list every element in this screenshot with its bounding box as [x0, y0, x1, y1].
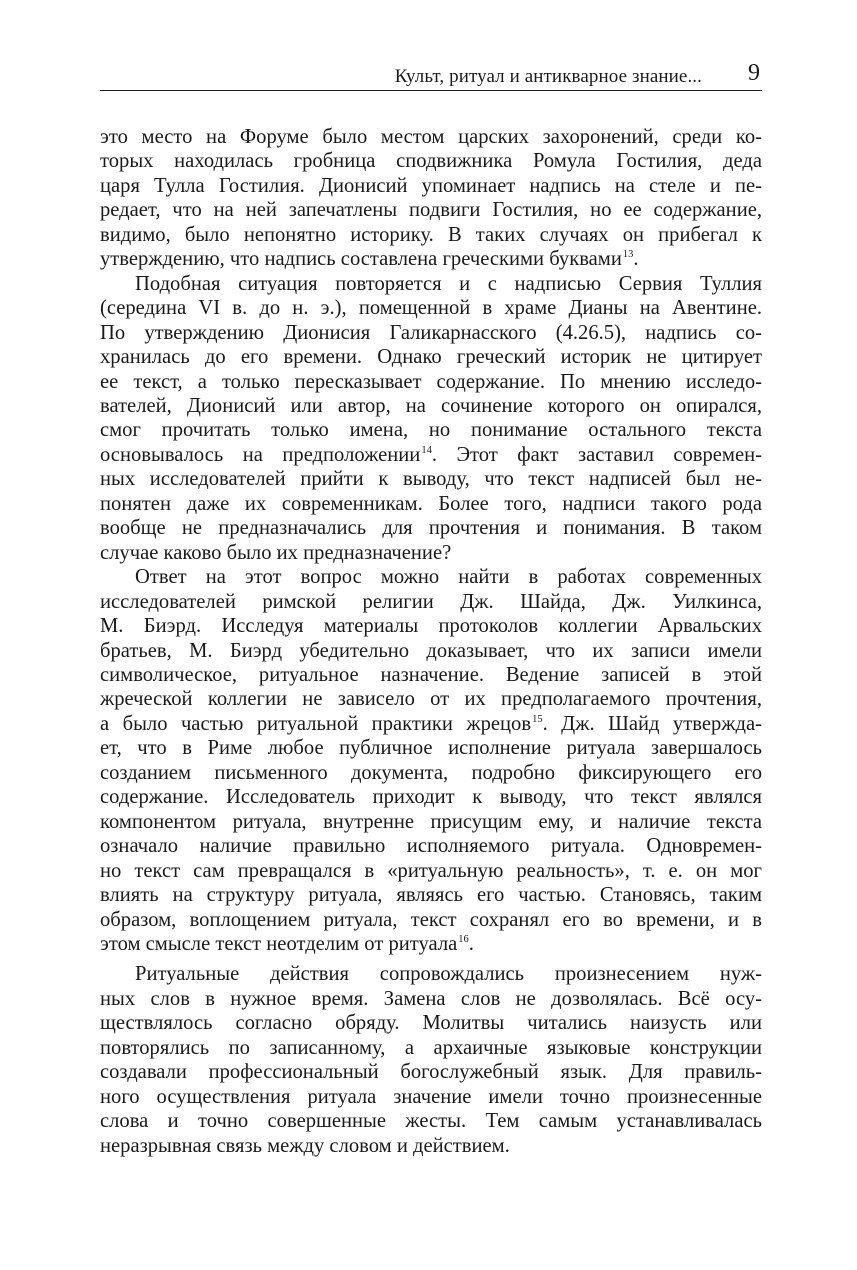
- text-line: понятен даже их современникам. Более того, надписи такого рода: [100, 492, 762, 515]
- text-fragment: утверждению, что надпись составлена греческими буквами: [100, 248, 622, 271]
- text-line: смог прочитать только имена, но понимание остального текста: [100, 419, 762, 442]
- text-fragment: .: [468, 932, 474, 955]
- text-line: [100, 932, 762, 956]
- paragraph-1: [100, 125, 762, 272]
- text-line: торых находилась гробница сподвижника Ромула Гостилия, деда: [100, 150, 762, 173]
- text-line: неразрывная связь между словом и действием.: [100, 1134, 510, 1157]
- text-line: компонентом ритуала, внутренне присущим ему, и наличие текста: [100, 810, 762, 833]
- text-line: Ритуальные действия сопровождались произнесением нуж-: [135, 963, 762, 986]
- text-line: ных слов в нужное время. Замена слов не дозволялась. Всё осу-: [100, 987, 762, 1010]
- text-line: образом, воплощением ритуала, текст сохранял его во времени, и в: [100, 908, 762, 931]
- text-line: случае каково было их предназначение?: [100, 541, 452, 564]
- text-line: По утверждению Дионисия Галикарнасского (4.26.5), надпись со-: [100, 321, 762, 344]
- text-line: редает, что на ней запечатлены подвиги Гостилия, но ее содержание,: [100, 199, 762, 222]
- footnote-ref-13: 13: [622, 249, 634, 261]
- text-line: создавали профессиональный богослужебный язык. Для правиль-: [100, 1061, 762, 1084]
- text-line: [100, 247, 762, 271]
- text-line: (середина VI в. до н. э.), помещенной в храме Дианы на Авентине.: [100, 297, 762, 320]
- text-line: Ответ на этот вопрос можно найти в работах современных: [135, 566, 762, 589]
- text-line: жреческой коллегии не зависело от их предполагаемого прочтения,: [100, 688, 762, 711]
- text-fragment: основывалось на предположении: [100, 443, 421, 466]
- text-fragment: . Дж. Шайд утвержда-: [542, 712, 762, 735]
- text-line: влиять на структуру ритуала, являясь его частью. Становясь, таким: [100, 884, 762, 907]
- text-line: это место на Форуме было местом царских захоронений, среди ко-: [100, 126, 762, 148]
- paragraph-4: [100, 962, 762, 1158]
- running-title: Культ, ритуал и антикварное знание...: [394, 66, 702, 87]
- text-fragment: .: [633, 248, 639, 271]
- paragraph-2: [100, 272, 762, 565]
- text-fragment: а было частью ритуальной практики жрецов: [100, 712, 532, 735]
- text-line: братьев, М. Биэрд убедительно доказывает, что их записи имели: [100, 639, 762, 662]
- text-line: ее текст, а только пересказывает содержание. По мнению исследо-: [100, 370, 762, 393]
- text-line: повторялись по записанному, а архаичные языковые конструкции: [100, 1036, 762, 1059]
- footnote-ref-14: 14: [421, 444, 432, 456]
- text-line: ных исследователей прийти к выводу, что текст надписей был не-: [100, 468, 762, 491]
- text-line: ет, что в Риме любое публичное исполнение ритуала завершалось: [100, 737, 762, 760]
- text-line: символическое, ритуальное назначение. Ведение записей в этой: [100, 663, 762, 686]
- paragraph-3: [100, 565, 762, 956]
- text-line: ного осуществления ритуала значение имели точно произнесенные: [100, 1085, 762, 1108]
- text-line: ществлялось согласно обряду. Молитвы читались наизусть или: [100, 1012, 762, 1035]
- text-line: вателей, Дионисий или автор, на сочинение которого он опирался,: [100, 394, 762, 417]
- text-line: созданием письменного документа, подробно фиксирующего его: [100, 761, 762, 784]
- text-line: Подобная ситуация повторяется и с надписью Сервия Туллия: [135, 272, 762, 295]
- text-line: вообще не предназначались для прочтения и понимания. В таком: [100, 517, 762, 540]
- text-line: царя Тулла Гостилия. Дионисий упоминает надпись на стеле и пе-: [100, 174, 762, 197]
- footnote-ref-15: 15: [532, 713, 543, 725]
- text-line: [100, 443, 762, 467]
- text-line: [100, 712, 762, 736]
- running-header: [100, 62, 762, 91]
- text-fragment: . Этот факт заставил современ-: [431, 443, 762, 466]
- footnote-ref-16: 16: [458, 933, 469, 945]
- text-fragment: этом смысле текст неотделим от ритуала: [100, 932, 458, 955]
- text-line: М. Биэрд. Исследуя материалы протоколов коллегии Арвальских: [100, 615, 762, 638]
- text-line: исследователей римской религии Дж. Шайда, Дж. Уилкинса,: [100, 590, 762, 613]
- text-line: содержание. Исследователь приходит к выводу, что текст являлся: [100, 786, 762, 809]
- text-line: видимо, было непонятно историку. В таких случаях он прибегал к: [100, 223, 762, 246]
- text-line: означало наличие правильно исполняемого ритуала. Одновремен-: [100, 835, 762, 858]
- text-line: хранилась до его времени. Однако греческий историк не цитирует: [100, 346, 762, 369]
- text-line: но текст сам превращался в «ритуальную реальность», т. е. он мог: [100, 859, 762, 882]
- body-text: [100, 125, 762, 1158]
- text-line: слова и точно совершенные жесты. Тем самым устанавливалась: [100, 1110, 762, 1133]
- page-number: 9: [748, 60, 760, 86]
